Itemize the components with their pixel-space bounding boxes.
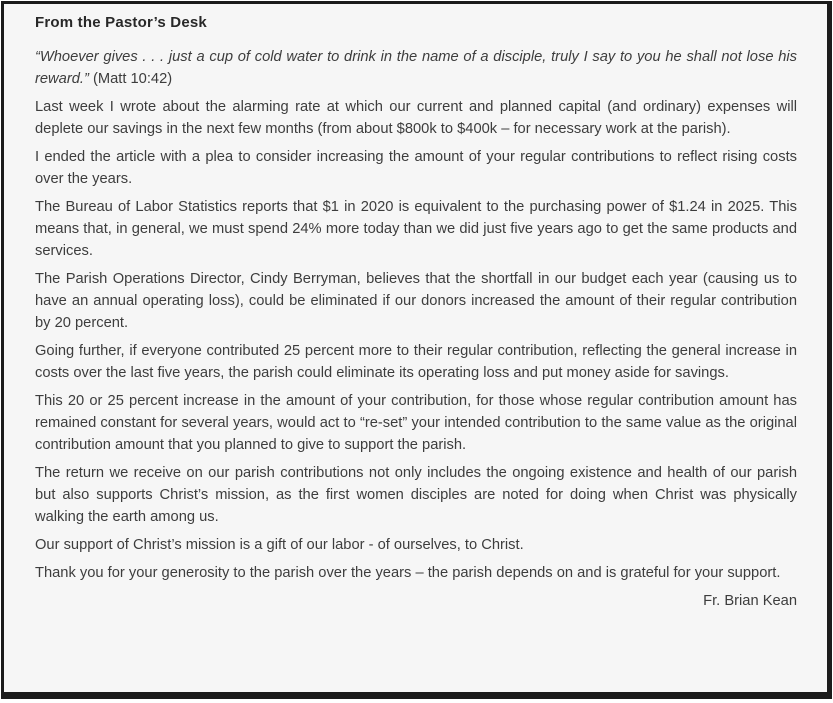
article-paragraph: The Parish Operations Director, Cindy Berryman, believes that the shortfall in our budget each year (causing us to have an annual operating loss), could be eliminated if our donors increased the amount of their regular contribution by 20 percent. — [35, 271, 797, 331]
article-paragraph: I ended the article with a plea to consider increasing the amount of your regular contributions to reflect rising costs over the years. — [35, 149, 797, 187]
article-paragraph: The Bureau of Labor Statistics reports that $1 in 2020 is equivalent to the purchasing power of $1.24 in 2025. This means that, in general, we must spend 24% more today than we did just five years ago to get the same products and services. — [35, 199, 797, 259]
scripture-quote-text: “Whoever gives . . . just a cup of cold water to drink in the name of a disciple, truly I say to you he shall not lose his reward.” — [35, 49, 797, 87]
scripture-citation: (Matt 10:42) — [88, 71, 173, 87]
article-title: From the Pastor’s Desk — [35, 14, 207, 31]
article-paragraph: Going further, if everyone contributed 25 percent more to their regular contribution, reflecting the general increase in costs over the last five years, the parish could eliminate its operating loss and put money aside for savings. — [35, 343, 797, 381]
article-frame — [1, 1, 832, 699]
article-paragraph: Our support of Christ’s mission is a gift of our labor - of ourselves, to Christ. — [35, 537, 524, 553]
article-paragraph: This 20 or 25 percent increase in the amount of your contribution, for those whose regular contribution amount has remained constant for several years, would act to “re-set” your intended contribution to the same value as the original contribution amount that you planned to give to support the parish. — [35, 393, 797, 453]
article-paragraph: The return we receive on our parish contributions not only includes the ongoing existence and health of our parish but also supports Christ’s mission, as the first women disciples are noted for doing when Christ was physically walking the earth among us. — [35, 465, 797, 525]
scripture-quote — [35, 46, 797, 90]
signature: Fr. Brian Kean — [703, 593, 797, 609]
article-paragraph: Thank you for your generosity to the parish over the years – the parish depends on and is grateful for your support. — [35, 565, 781, 581]
article-paragraph: Last week I wrote about the alarming rate at which our current and planned capital (and ordinary) expenses will deplete our savings in the next few months (from about $800k to $400k – for necessary work at the parish). — [35, 99, 797, 137]
